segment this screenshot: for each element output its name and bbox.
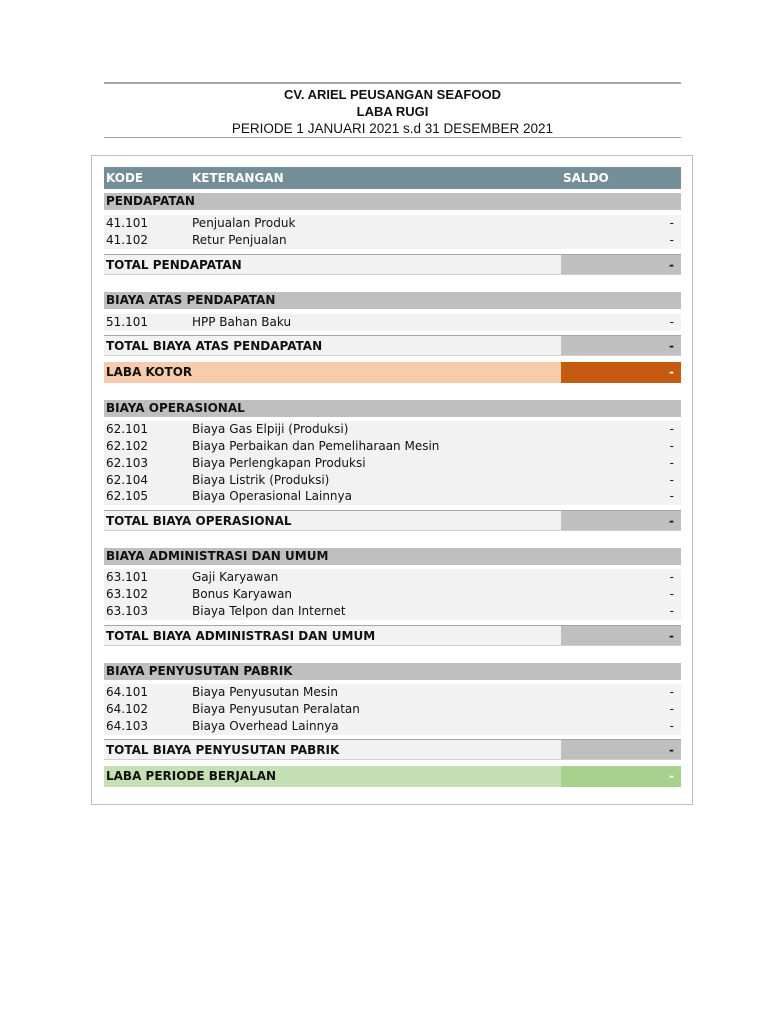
total-value: - xyxy=(669,743,674,757)
table-row xyxy=(104,314,681,331)
total-value-cell xyxy=(561,740,681,759)
gross-profit-value-cell xyxy=(561,362,681,383)
table-row xyxy=(104,215,681,232)
table-row xyxy=(104,455,681,472)
total-value-cell xyxy=(561,511,681,530)
table-row xyxy=(104,701,681,718)
row-value: - xyxy=(669,685,674,699)
table-row xyxy=(104,472,681,489)
row-code: 41.101 xyxy=(106,216,148,230)
row-code: 62.103 xyxy=(106,456,148,470)
total-label: TOTAL BIAYA ADMINISTRASI DAN UMUM xyxy=(106,629,376,643)
total-operational-row xyxy=(104,510,681,531)
gross-profit-value: - xyxy=(669,365,674,379)
row-code: 64.101 xyxy=(106,685,148,699)
net-profit-label: LABA PERIODE BERJALAN xyxy=(106,769,277,783)
gross-profit-row xyxy=(104,362,681,383)
row-description: Biaya Perbaikan dan Pemeliharaan Mesin xyxy=(192,439,440,453)
row-description: Biaya Penyusutan Mesin xyxy=(192,685,338,699)
row-description: Gaji Karyawan xyxy=(192,570,279,584)
row-value: - xyxy=(669,702,674,716)
row-description: Biaya Telpon dan Internet xyxy=(192,604,346,618)
section-label: BIAYA ATAS PENDAPATAN xyxy=(106,293,276,307)
row-code: 41.102 xyxy=(106,233,148,247)
table-row xyxy=(104,488,681,505)
table-row xyxy=(104,438,681,455)
row-code: 64.102 xyxy=(106,702,148,716)
table-row xyxy=(104,569,681,586)
section-label: PENDAPATAN xyxy=(106,194,195,208)
row-description: Biaya Perlengkapan Produksi xyxy=(192,456,366,470)
total-label: TOTAL BIAYA OPERASIONAL xyxy=(106,514,292,528)
total-value: - xyxy=(669,629,674,643)
total-depreciation-row xyxy=(104,739,681,760)
section-label: BIAYA OPERASIONAL xyxy=(106,401,245,415)
total-value: - xyxy=(669,514,674,528)
company-name: CV. ARIEL PEUSANGAN SEAFOOD xyxy=(284,87,501,102)
report-period: PERIODE 1 JANUARI 2021 s.d 31 DESEMBER 2021 xyxy=(231,121,554,136)
row-value: - xyxy=(669,422,674,436)
net-profit-row xyxy=(104,766,681,787)
total-label: TOTAL BIAYA ATAS PENDAPATAN xyxy=(106,339,323,353)
row-code: 63.101 xyxy=(106,570,148,584)
total-value-cell xyxy=(561,336,681,355)
row-value: - xyxy=(669,216,674,230)
row-code: 63.102 xyxy=(106,587,148,601)
section-admin xyxy=(104,548,681,565)
row-value: - xyxy=(669,604,674,618)
table-row xyxy=(104,718,681,735)
row-description: Biaya Listrik (Produksi) xyxy=(192,473,330,487)
row-description: Biaya Penyusutan Peralatan xyxy=(192,702,360,716)
row-code: 51.101 xyxy=(106,315,148,329)
row-value: - xyxy=(669,719,674,733)
row-value: - xyxy=(669,315,674,329)
row-code: 64.103 xyxy=(106,719,148,733)
column-header-row xyxy=(104,167,681,189)
row-value: - xyxy=(669,233,674,247)
row-code: 63.103 xyxy=(106,604,148,618)
total-label: TOTAL BIAYA PENYUSUTAN PABRIK xyxy=(106,743,340,757)
row-value: - xyxy=(669,570,674,584)
row-value: - xyxy=(669,439,674,453)
total-value: - xyxy=(669,258,674,272)
row-code: 62.104 xyxy=(106,473,148,487)
total-label: TOTAL PENDAPATAN xyxy=(106,258,242,272)
column-code: KODE xyxy=(106,171,144,185)
row-value: - xyxy=(669,587,674,601)
total-value: - xyxy=(669,339,674,353)
section-label: BIAYA ADMINISTRASI DAN UMUM xyxy=(106,549,329,563)
row-value: - xyxy=(669,489,674,503)
column-balance: SALDO xyxy=(563,171,609,185)
total-cost-of-revenue-row xyxy=(104,335,681,356)
report-title: LABA RUGI xyxy=(356,104,429,119)
row-description: Biaya Overhead Lainnya xyxy=(192,719,339,733)
section-depreciation xyxy=(104,663,681,680)
total-value-cell xyxy=(561,626,681,645)
row-description: Biaya Gas Elpiji (Produksi) xyxy=(192,422,349,436)
row-value: - xyxy=(669,456,674,470)
total-revenue-row xyxy=(104,254,681,275)
section-operational xyxy=(104,400,681,417)
row-description: HPP Bahan Baku xyxy=(192,315,292,329)
total-admin-row xyxy=(104,625,681,646)
net-profit-value: - xyxy=(669,769,674,783)
table-row xyxy=(104,586,681,603)
table-row xyxy=(104,232,681,249)
row-value: - xyxy=(669,473,674,487)
gross-profit-label: LABA KOTOR xyxy=(106,365,193,379)
row-description: Penjualan Produk xyxy=(192,216,296,230)
row-description: Retur Penjualan xyxy=(192,233,287,247)
row-code: 62.102 xyxy=(106,439,148,453)
row-description: Biaya Operasional Lainnya xyxy=(192,489,352,503)
total-value-cell xyxy=(561,255,681,274)
section-cost-of-revenue xyxy=(104,292,681,309)
row-description: Bonus Karyawan xyxy=(192,587,293,601)
table-row xyxy=(104,684,681,701)
row-code: 62.101 xyxy=(106,422,148,436)
net-profit-value-cell xyxy=(561,766,681,787)
report-header xyxy=(104,82,681,138)
section-label: BIAYA PENYUSUTAN PABRIK xyxy=(106,664,293,678)
table-row xyxy=(104,421,681,438)
row-code: 62.105 xyxy=(106,489,148,503)
section-revenue xyxy=(104,193,681,210)
column-description: KETERANGAN xyxy=(192,171,284,185)
table-row xyxy=(104,603,681,620)
